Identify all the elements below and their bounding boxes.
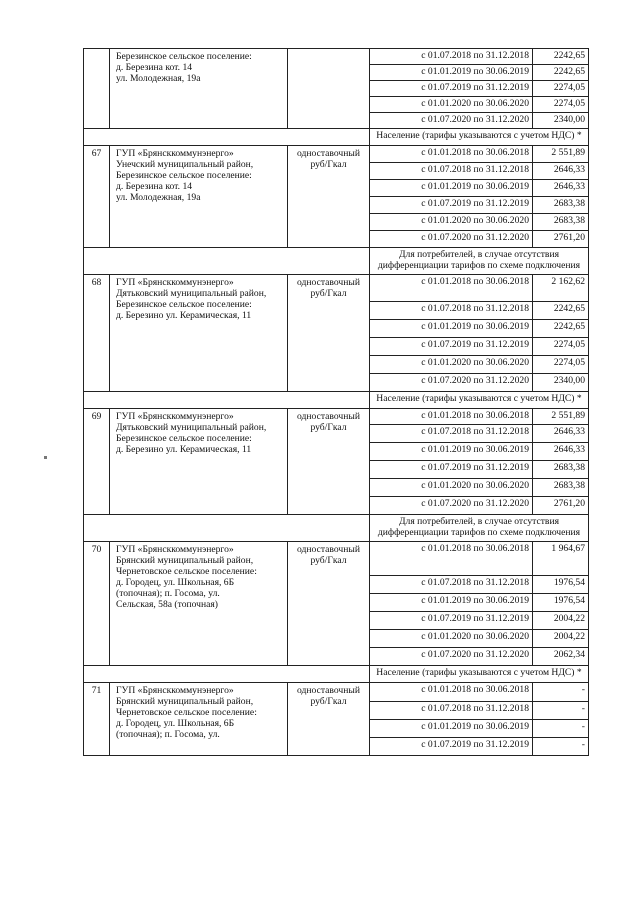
tariff-period: с 01.01.2018 по 30.06.2018 bbox=[370, 542, 533, 576]
tariff-period: с 01.07.2020 по 31.12.2020 bbox=[370, 374, 533, 392]
tariff-row bbox=[84, 542, 589, 576]
section-header: Для потребителей, в случае отсутствия дифференциации тарифов по схеме подключения bbox=[370, 515, 589, 542]
tariff-value: 2 551,89 bbox=[533, 146, 589, 163]
tariff-value: 2274,05 bbox=[533, 81, 589, 97]
tariff-period: с 01.01.2018 по 30.06.2018 bbox=[370, 683, 533, 702]
tariff-row bbox=[84, 409, 589, 425]
tariff-value: 2761,20 bbox=[533, 231, 589, 248]
tariff-period: с 01.07.2018 по 31.12.2018 bbox=[370, 49, 533, 65]
header-blank-cell bbox=[84, 129, 370, 146]
tariff-period: с 01.07.2019 по 31.12.2019 bbox=[370, 197, 533, 214]
scan-speck bbox=[44, 456, 47, 459]
tariff-period: с 01.07.2018 по 31.12.2018 bbox=[370, 576, 533, 594]
tariff-value: - bbox=[533, 720, 589, 738]
tariff-row bbox=[84, 146, 589, 163]
header-blank-cell bbox=[84, 666, 370, 683]
tariff-period: с 01.01.2020 по 30.06.2020 bbox=[370, 97, 533, 113]
tariff-value: 2761,20 bbox=[533, 497, 589, 515]
tariff-value: 1976,54 bbox=[533, 594, 589, 612]
tariff-period: с 01.01.2019 по 30.06.2019 bbox=[370, 443, 533, 461]
tariff-period: с 01.07.2018 по 31.12.2018 bbox=[370, 702, 533, 720]
entry-number: 67 bbox=[84, 146, 110, 248]
tariff-unit bbox=[288, 49, 370, 129]
tariff-period: с 01.07.2018 по 31.12.2018 bbox=[370, 425, 533, 443]
header-blank-cell bbox=[84, 248, 370, 275]
tariff-period: с 01.07.2020 по 31.12.2020 bbox=[370, 113, 533, 129]
tariff-value: 2340,00 bbox=[533, 113, 589, 129]
supplier-description: ГУП «Брянсккоммунэнерго» Дятьковский муниципальный район, Березинское сельское поселение: д. Березино ул. Керамическая, 11 bbox=[110, 275, 288, 392]
header-blank-cell bbox=[84, 392, 370, 409]
tariff-period: с 01.07.2020 по 31.12.2020 bbox=[370, 231, 533, 248]
tariff-unit: одноставочный руб/Гкал bbox=[288, 275, 370, 392]
section-header-row bbox=[84, 392, 589, 409]
entry-number: 68 bbox=[84, 275, 110, 392]
section-header: Население (тарифы указываются с учетом НДС) * bbox=[370, 129, 589, 146]
tariff-period: с 01.07.2019 по 31.12.2019 bbox=[370, 738, 533, 756]
tariff-period: с 01.01.2020 по 30.06.2020 bbox=[370, 214, 533, 231]
tariff-value: 2646,33 bbox=[533, 180, 589, 197]
tariff-value: 1976,54 bbox=[533, 576, 589, 594]
tariff-value: 2004,22 bbox=[533, 612, 589, 630]
supplier-description: ГУП «Брянсккоммунэнерго» Дятьковский муниципальный район, Березинское сельское поселение: д. Березино ул. Керамическая, 11 bbox=[110, 409, 288, 515]
tariff-period: с 01.07.2019 по 31.12.2019 bbox=[370, 461, 533, 479]
section-header: Население (тарифы указываются с учетом НДС) * bbox=[370, 392, 589, 409]
tariff-value: 2646,33 bbox=[533, 443, 589, 461]
tariff-value: 2004,22 bbox=[533, 630, 589, 648]
tariff-period: с 01.07.2018 по 31.12.2018 bbox=[370, 302, 533, 320]
tariff-value: 2242,65 bbox=[533, 320, 589, 338]
tariff-period: с 01.01.2018 по 30.06.2018 bbox=[370, 409, 533, 425]
header-blank-cell bbox=[84, 515, 370, 542]
tariff-value: 1 964,67 bbox=[533, 542, 589, 576]
tariff-value: 2646,33 bbox=[533, 425, 589, 443]
tariff-row bbox=[84, 683, 589, 702]
supplier-description: ГУП «Брянсккоммунэнерго» Унечский муниципальный район, Березинское сельское поселение: д. Березина кот. 14 ул. Молодежная, 19а bbox=[110, 146, 288, 248]
entry-number bbox=[84, 49, 110, 129]
tariff-period: с 01.01.2019 по 30.06.2019 bbox=[370, 594, 533, 612]
entry-number: 70 bbox=[84, 542, 110, 666]
tariff-table bbox=[83, 48, 589, 756]
tariff-period: с 01.01.2020 по 30.06.2020 bbox=[370, 630, 533, 648]
tariff-period: с 01.07.2019 по 31.12.2019 bbox=[370, 81, 533, 97]
section-header-row bbox=[84, 515, 589, 542]
section-header: Для потребителей, в случае отсутствия дифференциации тарифов по схеме подключения bbox=[370, 248, 589, 275]
tariff-value: 2274,05 bbox=[533, 338, 589, 356]
tariff-period: с 01.01.2019 по 30.06.2019 bbox=[370, 320, 533, 338]
tariff-period: с 01.07.2020 по 31.12.2020 bbox=[370, 648, 533, 666]
entry-number: 71 bbox=[84, 683, 110, 756]
entry-number: 69 bbox=[84, 409, 110, 515]
tariff-period: с 01.07.2020 по 31.12.2020 bbox=[370, 497, 533, 515]
tariff-value: 2683,38 bbox=[533, 461, 589, 479]
tariff-period: с 01.07.2019 по 31.12.2019 bbox=[370, 338, 533, 356]
tariff-period: с 01.01.2018 по 30.06.2018 bbox=[370, 146, 533, 163]
tariff-period: с 01.07.2018 по 31.12.2018 bbox=[370, 163, 533, 180]
tariff-value: 2340,00 bbox=[533, 374, 589, 392]
tariff-value: - bbox=[533, 738, 589, 756]
tariff-unit: одноставочный руб/Гкал bbox=[288, 146, 370, 248]
tariff-period: с 01.01.2019 по 30.06.2019 bbox=[370, 65, 533, 81]
tariff-value: 2646,33 bbox=[533, 163, 589, 180]
tariff-value: 2683,38 bbox=[533, 197, 589, 214]
tariff-value: 2274,05 bbox=[533, 97, 589, 113]
supplier-description: ГУП «Брянсккоммунэнерго» Брянский муниципальный район, Чернетовское сельское поселение: д. Городец, ул. Школьная, 6Б (топочная); п. Госома, ул. Сельская, 58а (топочная) bbox=[110, 542, 288, 666]
tariff-value: 2242,65 bbox=[533, 65, 589, 81]
supplier-description: Березинское сельское поселение: д. Березина кот. 14 ул. Молодежная, 19а bbox=[110, 49, 288, 129]
tariff-period: с 01.01.2020 по 30.06.2020 bbox=[370, 356, 533, 374]
tariff-value: 2 162,62 bbox=[533, 275, 589, 302]
tariff-row bbox=[84, 49, 589, 65]
tariff-value: 2062,34 bbox=[533, 648, 589, 666]
section-header-row bbox=[84, 129, 589, 146]
tariff-value: - bbox=[533, 683, 589, 702]
tariff-unit: одноставочный руб/Гкал bbox=[288, 542, 370, 666]
supplier-description: ГУП «Брянсккоммунэнерго» Брянский муниципальный район, Чернетовское сельское поселение: д. Городец, ул. Школьная, 6Б (топочная); п. Госома, ул. bbox=[110, 683, 288, 756]
tariff-unit: одноставочный руб/Гкал bbox=[288, 683, 370, 756]
tariff-value: 2683,38 bbox=[533, 214, 589, 231]
tariff-value: 2242,65 bbox=[533, 302, 589, 320]
tariff-period: с 01.01.2019 по 30.06.2019 bbox=[370, 720, 533, 738]
tariff-value: 2242,65 bbox=[533, 49, 589, 65]
tariff-value: 2274,05 bbox=[533, 356, 589, 374]
section-header-row bbox=[84, 248, 589, 275]
section-header: Население (тарифы указываются с учетом НДС) * bbox=[370, 666, 589, 683]
tariff-row bbox=[84, 275, 589, 302]
tariff-period: с 01.07.2019 по 31.12.2019 bbox=[370, 612, 533, 630]
tariff-period: с 01.01.2019 по 30.06.2019 bbox=[370, 180, 533, 197]
tariff-value: - bbox=[533, 702, 589, 720]
tariff-value: 2683,38 bbox=[533, 479, 589, 497]
tariff-value: 2 551,89 bbox=[533, 409, 589, 425]
section-header-row bbox=[84, 666, 589, 683]
tariff-unit: одноставочный руб/Гкал bbox=[288, 409, 370, 515]
tariff-period: с 01.01.2020 по 30.06.2020 bbox=[370, 479, 533, 497]
tariff-period: с 01.01.2018 по 30.06.2018 bbox=[370, 275, 533, 302]
